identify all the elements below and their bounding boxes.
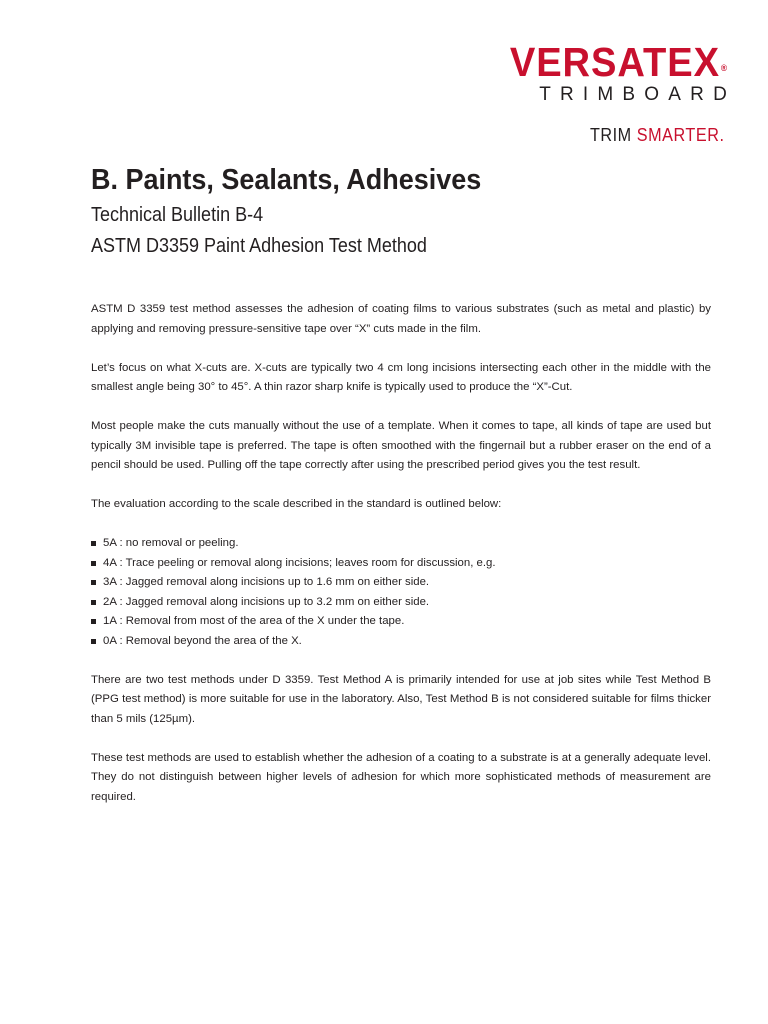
list-item <box>91 554 711 574</box>
bulletin-subject: ASTM D3359 Paint Adhesion Test Method <box>91 235 427 257</box>
list-item-text: 5A : no removal or peeling. <box>103 537 239 549</box>
list-item <box>91 534 711 554</box>
square-bullet-icon <box>91 541 96 546</box>
paragraph-conclusion: These test methods are used to establish whether the adhesion of a coating to a substrate is at a generally adequate level. They do not distinguish between higher levels of adhesion for which more sophisticated methods of measurement are required. <box>91 751 711 803</box>
list-item <box>91 632 711 652</box>
list-item <box>91 612 711 632</box>
document-body <box>91 300 711 807</box>
square-bullet-icon <box>91 600 96 605</box>
bulletin-number: Technical Bulletin B-4 <box>91 204 264 226</box>
square-bullet-icon <box>91 619 96 624</box>
square-bullet-icon <box>91 639 96 644</box>
registered-mark: ® <box>720 63 728 73</box>
paragraph-test-methods: There are two test methods under D 3359. Test Method A is primarily intended for use at job sites while Test Method B (PPG test method) is more suitable for use in the laboratory. Also, Test Method B is not considered suitable for films thicker than 5 mils (125µm). <box>91 673 711 725</box>
list-item-text: 4A : Trace peeling or removal along incisions; leaves room for discussion, e.g. <box>103 556 496 569</box>
versatex-logo <box>488 39 736 105</box>
logo-subtitle: TRIMBOARD <box>539 84 736 105</box>
paragraph-evaluation-intro: The evaluation according to the scale described in the standard is outlined below: <box>91 498 502 510</box>
logo-brand-name: VERSATEX® <box>509 39 728 85</box>
list-item-text: 1A : Removal from most of the area of the X under the tape. <box>103 615 405 627</box>
list-item-text: 0A : Removal beyond the area of the X. <box>103 634 302 647</box>
document-content <box>91 160 711 827</box>
document-title: B. Paints, Sealants, Adhesives <box>91 164 482 196</box>
square-bullet-icon <box>91 561 96 566</box>
list-item <box>91 573 711 593</box>
paragraph-intro: ASTM D 3359 test method assesses the adhesion of coating films to various substrates (such as metal and plastic) by applying and removing pressure-sensitive tape over “X” cuts made in the film. <box>91 303 711 335</box>
paragraph-procedure: Most people make the cuts manually without the use of a template. When it comes to tape, all kinds of tape are used but typically 3M invisible tape is preferred. The tape is often smoothed with the fingernail but a rubber eraser on the end of a pencil should be used. Pulling off the tape correctly after using the prescribed period gives you the test result. <box>91 420 711 471</box>
list-item-text: 2A : Jagged removal along incisions up to 3.2 mm on either side. <box>103 595 430 608</box>
evaluation-scale-list <box>91 534 711 651</box>
tagline-part2: SMARTER. <box>636 125 724 145</box>
square-bullet-icon <box>91 580 96 585</box>
list-item <box>91 593 711 613</box>
tagline <box>589 124 724 146</box>
list-item-text: 3A : Jagged removal along incisions up to 1.6 mm on either side. <box>103 576 430 588</box>
paragraph-x-cuts: Let’s focus on what X-cuts are. X-cuts are typically two 4 cm long incisions intersecting each other in the middle with the smallest angle being 30° to 45°. A thin razor sharp knife is typically used to produce the “X”-Cut. <box>91 361 711 393</box>
tagline-part1: TRIM <box>589 125 632 145</box>
